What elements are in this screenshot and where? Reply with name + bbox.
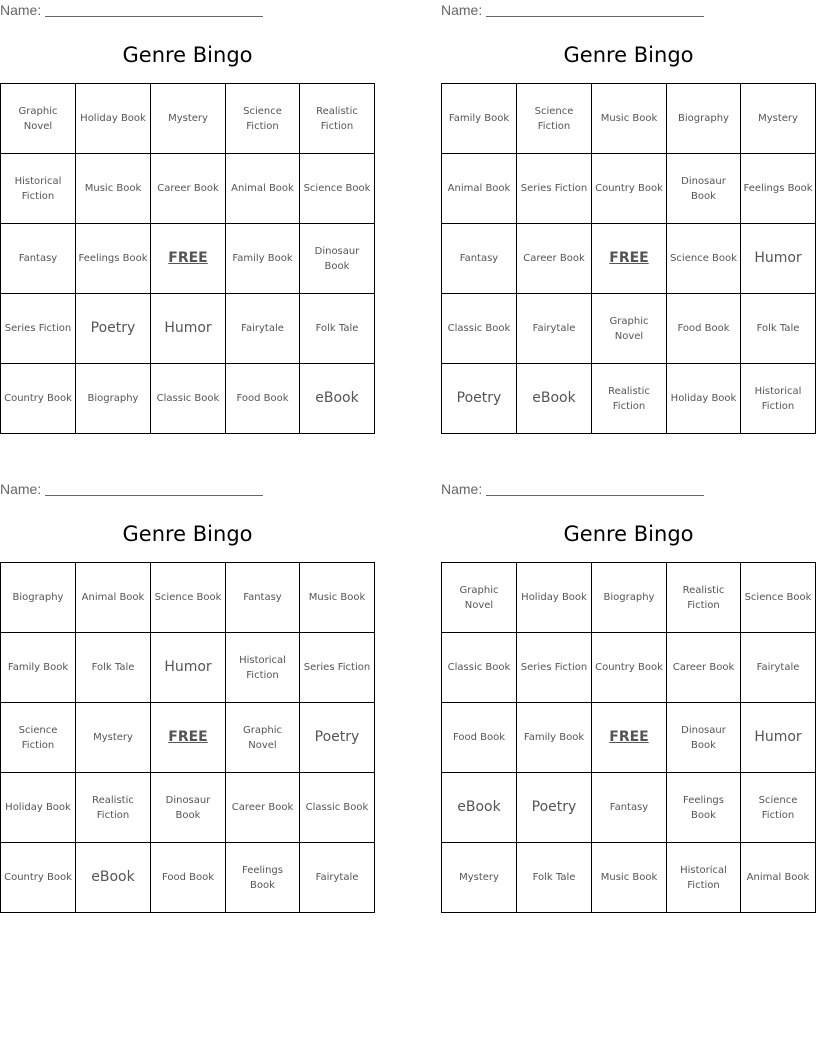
bingo-cell[interactable]: Country Book [592, 633, 667, 703]
name-label: Name: [0, 481, 42, 497]
bingo-cell[interactable]: Fantasy [442, 224, 517, 294]
bingo-cell[interactable]: Family Book [1, 633, 76, 703]
bingo-cell[interactable]: Series Fiction [1, 294, 76, 364]
bingo-grid [441, 83, 816, 434]
free-space-cell[interactable]: FREE [151, 224, 226, 294]
name-blank-line[interactable] [486, 2, 704, 17]
bingo-cell[interactable]: Series Fiction [517, 633, 592, 703]
bingo-cell[interactable]: Biography [1, 563, 76, 633]
free-space-cell[interactable]: FREE [592, 703, 667, 773]
bingo-cell[interactable]: Science Book [667, 224, 741, 294]
bingo-cell[interactable]: Science Fiction [741, 773, 815, 843]
bingo-cell[interactable]: Career Book [667, 633, 741, 703]
bingo-cell[interactable]: Humor [151, 633, 226, 703]
bingo-grid [441, 562, 816, 913]
bingo-cell[interactable]: Food Book [226, 364, 300, 433]
bingo-cell[interactable]: Series Fiction [517, 154, 592, 224]
bingo-cell[interactable]: Food Book [151, 843, 226, 912]
bingo-cell[interactable]: Feelings Book [226, 843, 300, 912]
bingo-cell[interactable]: Humor [151, 294, 226, 364]
bingo-cell[interactable]: Food Book [667, 294, 741, 364]
bingo-grid [0, 562, 375, 913]
bingo-cell[interactable]: Poetry [76, 294, 151, 364]
bingo-cell[interactable]: Historical Fiction [667, 843, 741, 912]
bingo-cell[interactable]: Mystery [442, 843, 517, 912]
bingo-cell[interactable]: Biography [592, 563, 667, 633]
bingo-cell[interactable]: Series Fiction [300, 633, 374, 703]
bingo-cell[interactable]: Graphic Novel [226, 703, 300, 773]
bingo-cell[interactable]: Science Book [151, 563, 226, 633]
bingo-cell[interactable]: Holiday Book [76, 84, 151, 154]
bingo-cell[interactable]: Holiday Book [517, 563, 592, 633]
name-field [0, 2, 263, 20]
bingo-cell[interactable]: Historical Fiction [1, 154, 76, 224]
name-field [0, 481, 263, 499]
bingo-cell[interactable]: Humor [741, 703, 815, 773]
bingo-cell[interactable]: Science Book [300, 154, 374, 224]
name-field [441, 2, 704, 20]
bingo-cell[interactable]: Biography [76, 364, 151, 433]
bingo-cell[interactable]: Fairytale [315, 872, 359, 883]
bingo-cell[interactable]: Graphic Novel [442, 563, 517, 633]
bingo-cell[interactable]: Fairytale [741, 633, 815, 703]
free-space-cell[interactable]: FREE [151, 703, 226, 773]
bingo-cell[interactable]: Realistic Fiction [592, 364, 667, 433]
bingo-cell[interactable]: Animal Book [76, 563, 151, 633]
bingo-cell[interactable]: Dinosaur Book [667, 154, 741, 224]
bingo-cell[interactable]: Family Book [442, 84, 517, 154]
bingo-cell[interactable]: eBook [517, 364, 592, 433]
bingo-cell[interactable]: Dinosaur Book [300, 224, 374, 294]
bingo-cell[interactable]: Mystery [151, 84, 226, 154]
bingo-cell[interactable]: Graphic Novel [592, 294, 667, 364]
bingo-cell[interactable]: Poetry [300, 703, 374, 773]
bingo-cell[interactable]: eBook [315, 390, 359, 406]
bingo-cell[interactable]: Classic Book [442, 294, 517, 364]
bingo-cell[interactable]: Career Book [226, 773, 300, 843]
name-field [441, 481, 704, 499]
bingo-cell[interactable]: Fairytale [226, 294, 300, 364]
bingo-cell[interactable]: Music Book [300, 563, 374, 633]
bingo-cell[interactable]: Biography [667, 84, 741, 154]
bingo-cell[interactable]: Family Book [226, 224, 300, 294]
bingo-cell[interactable]: Science Fiction [517, 84, 592, 154]
name-blank-line[interactable] [486, 481, 704, 496]
bingo-cell[interactable]: Folk Tale [517, 843, 592, 912]
bingo-cell[interactable]: Poetry [442, 364, 517, 433]
bingo-cell[interactable]: Science Fiction [226, 84, 300, 154]
bingo-cell[interactable]: Realistic Fiction [667, 563, 741, 633]
card-title: Genre Bingo [563, 43, 694, 67]
bingo-cell[interactable]: Feelings Book [667, 773, 741, 843]
bingo-cell[interactable]: Animal Book [226, 154, 300, 224]
free-space-cell[interactable]: FREE [592, 224, 667, 294]
bingo-cell[interactable]: Family Book [517, 703, 592, 773]
bingo-card [441, 0, 816, 433]
bingo-cell[interactable]: Music Book [592, 843, 667, 912]
name-blank-line[interactable] [45, 2, 263, 17]
bingo-cell[interactable]: Dinosaur Book [667, 703, 741, 773]
bingo-cell[interactable]: Mystery [741, 84, 815, 154]
card-title: Genre Bingo [122, 522, 253, 546]
bingo-card [441, 479, 816, 912]
bingo-cell[interactable]: Folk Tale [741, 294, 815, 364]
card-title: Genre Bingo [563, 522, 694, 546]
bingo-card [0, 0, 375, 433]
bingo-cell[interactable]: Mystery [76, 703, 151, 773]
bingo-cell[interactable]: Fantasy [226, 563, 300, 633]
bingo-cell[interactable]: Fairytale [517, 294, 592, 364]
bingo-cell[interactable]: Feelings Book [76, 224, 151, 294]
bingo-cell[interactable]: Science Book [741, 563, 815, 633]
bingo-cell[interactable]: Science Fiction [1, 703, 76, 773]
bingo-cell[interactable]: Classic Book [151, 364, 226, 433]
bingo-cell[interactable]: Feelings Book [741, 154, 815, 224]
bingo-cell[interactable]: Classic Book [300, 773, 374, 843]
bingo-cell[interactable]: Holiday Book [1, 773, 76, 843]
bingo-cell[interactable]: Country Book [1, 364, 76, 433]
bingo-cell[interactable]: Career Book [517, 224, 592, 294]
bingo-cell[interactable]: Fantasy [1, 224, 76, 294]
name-label: Name: [0, 2, 42, 18]
bingo-cell[interactable]: Poetry [517, 773, 592, 843]
bingo-cell[interactable]: Folk Tale [76, 633, 151, 703]
bingo-cell[interactable]: eBook [76, 843, 151, 912]
bingo-cell[interactable]: Realistic Fiction [76, 773, 151, 843]
bingo-cell[interactable]: Country Book [1, 843, 76, 912]
bingo-cell[interactable]: Career Book [151, 154, 226, 224]
bingo-cell[interactable]: Animal Book [746, 872, 810, 883]
name-blank-line[interactable] [45, 481, 263, 496]
bingo-cell[interactable]: Music Book [592, 84, 667, 154]
bingo-cell[interactable]: Animal Book [442, 154, 517, 224]
bingo-cell[interactable]: Dinosaur Book [151, 773, 226, 843]
bingo-cell[interactable]: Historical Fiction [226, 633, 300, 703]
bingo-cell[interactable]: Music Book [76, 154, 151, 224]
name-label: Name: [441, 481, 483, 497]
card-title: Genre Bingo [122, 43, 253, 67]
bingo-card [0, 479, 375, 912]
bingo-cell[interactable]: Classic Book [442, 633, 517, 703]
bingo-cell[interactable]: eBook [442, 773, 517, 843]
bingo-cell[interactable]: Holiday Book [667, 364, 741, 433]
bingo-cell[interactable]: Folk Tale [300, 294, 374, 364]
bingo-grid [0, 83, 375, 434]
bingo-cell[interactable]: Historical Fiction [754, 385, 802, 412]
bingo-cell[interactable]: Food Book [442, 703, 517, 773]
bingo-cell[interactable]: Realistic Fiction [300, 84, 374, 154]
bingo-cell[interactable]: Graphic Novel [1, 84, 76, 154]
bingo-cell[interactable]: Humor [741, 224, 815, 294]
bingo-cell[interactable]: Country Book [592, 154, 667, 224]
name-label: Name: [441, 2, 483, 18]
bingo-cell[interactable]: Fantasy [592, 773, 667, 843]
